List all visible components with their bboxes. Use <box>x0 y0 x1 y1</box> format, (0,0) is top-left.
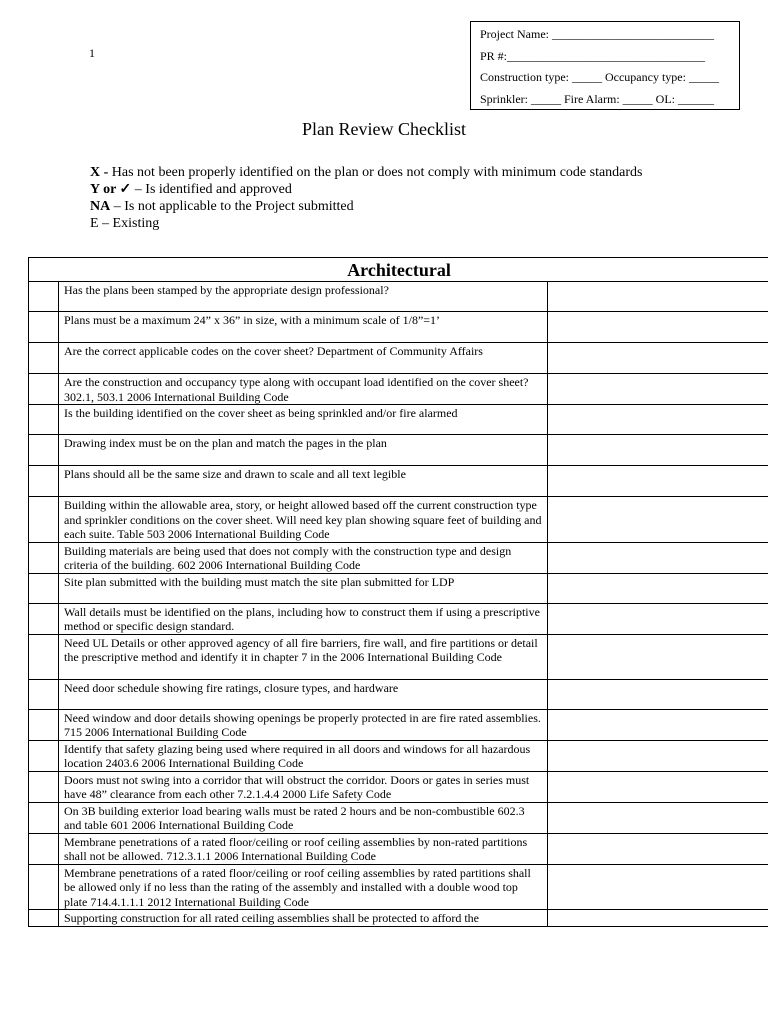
comment-cell[interactable] <box>548 679 768 709</box>
checklist-row <box>29 312 768 343</box>
checklist-row <box>29 679 768 709</box>
checklist-item-text: Drawing index must be on the plan and match the pages in the plan <box>59 435 548 466</box>
checklist-item-text: Need door schedule showing fire ratings, closure types, and hardware <box>59 679 548 709</box>
page-title: Plan Review Checklist <box>302 119 466 139</box>
comment-cell[interactable] <box>548 603 768 634</box>
project-info-box <box>470 21 740 110</box>
legend-x-text: Has not been properly identified on the plan or does not comply with minimum code standards <box>108 165 643 180</box>
checklist-row <box>29 603 768 634</box>
legend-x <box>90 164 643 181</box>
checklist-item-text: Need window and door details showing openings be properly protected in are fire rated assemblies. 715 2006 International Building Code <box>59 709 548 740</box>
checklist-item-text: Are the correct applicable codes on the cover sheet? Department of Community Affairs <box>59 343 548 374</box>
legend-y <box>90 181 643 198</box>
checklist-item-text: Has the plans been stamped by the appropriate design professional? <box>59 282 548 312</box>
comment-cell[interactable] <box>548 405 768 435</box>
mark-cell[interactable] <box>29 573 59 603</box>
legend-na <box>90 198 643 215</box>
checklist-row <box>29 709 768 740</box>
mark-cell[interactable] <box>29 343 59 374</box>
legend-x-key: X - <box>90 165 109 180</box>
checklist-item-text: Plans should all be the same size and drawn to scale and all text legible <box>59 466 548 497</box>
mark-cell[interactable] <box>29 374 59 405</box>
checklist-row <box>29 405 768 435</box>
mark-cell[interactable] <box>29 634 59 679</box>
checklist-row <box>29 864 768 910</box>
legend-na-text: – Is not applicable to the Project submitted <box>110 199 354 214</box>
checklist-item-text: On 3B building exterior load bearing walls must be rated 2 hours and be non-combustible 602.3 and table 601 2006 International Building Code <box>59 802 548 833</box>
checklist-row <box>29 343 768 374</box>
legend-na-key: NA <box>90 199 111 214</box>
comment-cell[interactable] <box>548 771 768 802</box>
comment-cell[interactable] <box>548 343 768 374</box>
checklist-item-text: Supporting construction for all rated ceiling assemblies shall be protected to afford the <box>59 910 548 927</box>
checklist-item-text: Doors must not swing into a corridor that will obstruct the corridor. Doors or gates in series must have 48” clearance from each other 7.2.1.4.4 2000 Life Safety Code <box>59 771 548 802</box>
comment-cell[interactable] <box>548 833 768 864</box>
checklist-row <box>29 466 768 497</box>
mark-cell[interactable] <box>29 542 59 573</box>
mark-cell[interactable] <box>29 282 59 312</box>
comment-cell[interactable] <box>548 573 768 603</box>
legend-e: E – Existing <box>90 216 160 231</box>
mark-cell[interactable] <box>29 740 59 771</box>
comment-cell[interactable] <box>548 374 768 405</box>
mark-cell[interactable] <box>29 497 59 543</box>
comment-cell[interactable] <box>548 497 768 543</box>
checklist-item-text: Building within the allowable area, story, or height allowed based off the current construction type and sprinkler conditions on the cover sheet. Will need key plan showing square feet of building and each suite. Table 503 2006 International Building Code <box>59 497 548 543</box>
comment-cell[interactable] <box>548 542 768 573</box>
checklist-item-text: Are the construction and occupancy type along with occupant load identified on the cover sheet? 302.1, 503.1 2006 International Building Code <box>59 374 548 405</box>
mark-cell[interactable] <box>29 603 59 634</box>
checklist-item-text: Need UL Details or other approved agency of all fire barriers, fire wall, and fire partitions or detail the prescriptive method and identify it in chapter 7 in the 2006 International Building Code <box>59 634 548 679</box>
checklist-row <box>29 771 768 802</box>
comment-cell[interactable] <box>548 864 768 910</box>
checklist-item-text: Identify that safety glazing being used where required in all doors and windows for all hazardous location 2403.6 2006 International Building Code <box>59 740 548 771</box>
page-number: 1 <box>89 46 95 60</box>
mark-cell[interactable] <box>29 312 59 343</box>
checklist-item-text: Building materials are being used that does not comply with the construction type and design criteria of the building. 602 2006 International Building Code <box>59 542 548 573</box>
mark-cell[interactable] <box>29 405 59 435</box>
comment-cell[interactable] <box>548 802 768 833</box>
checklist-row <box>29 435 768 466</box>
pr-number-field: PR #:_________________________________ <box>480 48 706 63</box>
section-title: Architectural <box>29 258 768 282</box>
checklist-item-text: Membrane penetrations of a rated floor/ceiling or roof ceiling assemblies by non-rated partitions shall not be allowed. 712.3.1.1 2006 International Building Code <box>59 833 548 864</box>
legend-y-key: Y or ✓ <box>90 182 132 197</box>
comment-cell[interactable] <box>548 740 768 771</box>
mark-cell[interactable] <box>29 802 59 833</box>
mark-cell[interactable] <box>29 910 59 927</box>
checklist-item-text: Site plan submitted with the building must match the site plan submitted for LDP <box>59 573 548 603</box>
project-name-field: Project Name: ___________________________ <box>480 27 714 41</box>
checklist-item-text: Membrane penetrations of a rated floor/ceiling or roof ceiling assemblies by rated partitions shall be allowed only if no less than the rating of the assembly and installed with a double wood top plate 714.4.1.1.1 2012 International Building Code <box>59 864 548 910</box>
checklist-item-text: Wall details must be identified on the plans, including how to construct them if using a prescriptive method or specific design standard. <box>59 603 548 634</box>
checklist-row <box>29 833 768 864</box>
comment-cell[interactable] <box>548 709 768 740</box>
mark-cell[interactable] <box>29 466 59 497</box>
mark-cell[interactable] <box>29 435 59 466</box>
comment-cell[interactable] <box>548 435 768 466</box>
checklist-row <box>29 802 768 833</box>
comment-cell[interactable] <box>548 910 768 927</box>
mark-cell[interactable] <box>29 771 59 802</box>
checklist-table <box>28 257 768 927</box>
checklist-row <box>29 374 768 405</box>
comment-cell[interactable] <box>548 466 768 497</box>
construction-occupancy-field: Construction type: _____ Occupancy type: _____ <box>480 70 719 84</box>
checklist-row <box>29 282 768 312</box>
checklist-item-text: Is the building identified on the cover sheet as being sprinkled and/or fire alarmed <box>59 405 548 435</box>
checklist-row <box>29 740 768 771</box>
sprinkler-fire-ol-field: Sprinkler: _____ Fire Alarm: _____ OL: ______ <box>480 91 714 106</box>
comment-cell[interactable] <box>548 282 768 312</box>
checklist-row <box>29 573 768 603</box>
checklist-row <box>29 542 768 573</box>
checklist-item-text: Plans must be a maximum 24” x 36” in size, with a minimum scale of 1/8”=1’ <box>59 312 548 343</box>
comment-cell[interactable] <box>548 312 768 343</box>
mark-cell[interactable] <box>29 709 59 740</box>
comment-cell[interactable] <box>548 634 768 679</box>
mark-cell[interactable] <box>29 864 59 910</box>
mark-cell[interactable] <box>29 679 59 709</box>
checklist-row <box>29 497 768 543</box>
checklist-row <box>29 910 768 927</box>
checklist-row <box>29 634 768 679</box>
legend <box>90 164 643 232</box>
legend-y-text: – Is identified and approved <box>131 182 292 197</box>
mark-cell[interactable] <box>29 833 59 864</box>
